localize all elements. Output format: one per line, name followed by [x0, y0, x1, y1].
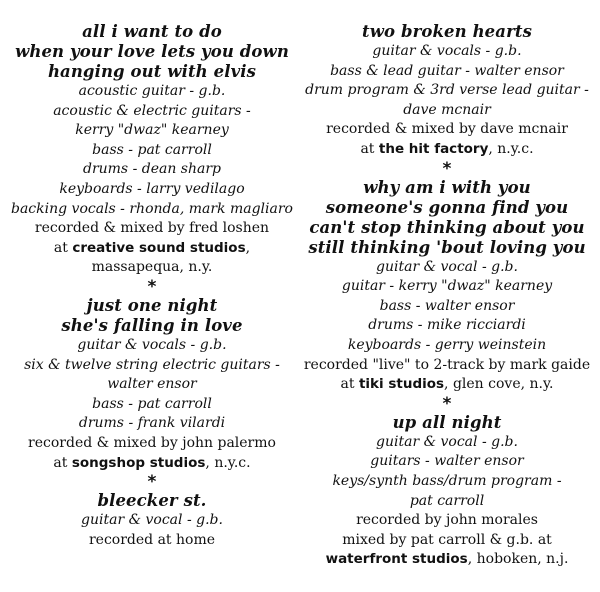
song-title: hanging out with elvis: [47, 62, 257, 81]
studio-suffix: , glen cove, n.y.: [444, 376, 554, 393]
credit-line: guitars - walter ensor: [370, 453, 524, 470]
studio-line: [300, 375, 594, 395]
recorded-line: recorded by john morales: [356, 512, 538, 529]
left-column: [0, 22, 300, 592]
song-title: bleecker st.: [97, 491, 207, 511]
credits-group-just-one-night: [4, 296, 300, 473]
song-title: up all night: [392, 412, 502, 432]
credit-line: keyboards - gerry weinstein: [347, 336, 547, 353]
recorded-line: recorded at home: [88, 531, 216, 548]
studio-suffix: , n.y.c.: [205, 454, 251, 471]
credit-line: bass - pat carroll: [92, 395, 212, 412]
studio-line: [4, 239, 300, 259]
song-title: all i want to do: [82, 22, 222, 41]
credits-group-bleecker-st: [4, 491, 300, 550]
studio-prefix: at: [53, 454, 72, 471]
studio-name: songshop studios: [71, 454, 206, 471]
credits-group-why-am-i-with-you: [300, 178, 594, 395]
credit-line: guitar - kerry "dwaz" kearney: [341, 278, 553, 295]
credit-line: walter ensor: [107, 376, 197, 393]
separator-asterisk: *: [442, 158, 452, 179]
credit-line: guitar & vocals - g.b.: [77, 336, 227, 353]
studio-prefix: at: [340, 376, 359, 393]
credit-line: acoustic & electric guitars -: [53, 102, 251, 119]
mixed-line: mixed by pat carroll & g.b. at: [342, 531, 552, 548]
separator-asterisk: *: [147, 276, 157, 297]
studio-prefix: at: [360, 140, 379, 157]
credit-line: bass - walter ensor: [379, 297, 515, 314]
song-title: why am i with you: [363, 177, 531, 197]
credits-group-two-broken-hearts: [300, 22, 594, 160]
song-title: just one night: [86, 295, 218, 315]
studio-suffix: , hoboken, n.j.: [467, 551, 569, 568]
credit-line: guitar & vocals - g.b.: [372, 43, 522, 59]
song-title: still thinking 'bout loving you: [308, 237, 586, 257]
studio-line: [4, 454, 300, 474]
credit-line: six & twelve string electric guitars -: [24, 356, 280, 373]
right-column: [300, 22, 600, 592]
credit-line: guitar & vocal - g.b.: [376, 433, 518, 450]
studio-line: [300, 550, 594, 570]
credit-line: dave mcnair: [403, 101, 491, 118]
credit-line: acoustic guitar - g.b.: [78, 83, 226, 99]
location-line: massapequa, n.y.: [91, 259, 213, 276]
credit-line: bass & lead guitar - walter ensor: [330, 62, 564, 79]
credit-line: bass - pat carroll: [92, 141, 212, 158]
studio-prefix: at: [53, 239, 73, 256]
studio-line: [300, 140, 594, 160]
credit-line: kerry "dwaz" kearney: [75, 122, 229, 139]
song-title: two broken hearts: [362, 22, 532, 41]
recorded-line: recorded "live" to 2-track by mark gaide: [303, 356, 591, 373]
recorded-line: recorded & mixed by fred loshen: [34, 220, 270, 237]
credit-line: drum program & 3rd verse lead guitar -: [305, 82, 589, 99]
studio-name: tiki studios: [358, 376, 445, 393]
separator-asterisk: *: [147, 472, 157, 493]
studio-name: waterfront studios: [325, 551, 468, 568]
song-title: someone's gonna find you: [325, 197, 569, 217]
credit-line: keyboards - larry vedilago: [59, 180, 245, 197]
studio-suffix: , n.y.c.: [488, 140, 534, 157]
studio-name: the hit factory: [378, 140, 489, 157]
studio-suffix: ,: [245, 239, 251, 256]
recorded-line: recorded & mixed by john palermo: [28, 434, 276, 451]
song-title: can't stop thinking about you: [309, 217, 585, 237]
credit-line: drums - frank vilardi: [78, 415, 226, 432]
song-title: she's falling in love: [61, 315, 243, 335]
credit-line: drums - mike ricciardi: [368, 317, 526, 334]
credit-line: backing vocals - rhonda, mark magliaro: [11, 200, 293, 217]
credit-line: keys/synth bass/drum program -: [332, 472, 562, 489]
credits-group-all-i-want-to-do: [4, 22, 300, 278]
studio-name: creative sound studios: [72, 239, 246, 256]
credit-line: pat carroll: [409, 492, 485, 509]
song-title: when your love lets you down: [15, 42, 289, 61]
separator-asterisk: *: [442, 393, 452, 414]
recorded-line: recorded & mixed by dave mcnair: [326, 121, 568, 138]
credit-line: guitar & vocal - g.b.: [81, 512, 223, 529]
credit-line: drums - dean sharp: [82, 161, 222, 178]
credits-group-up-all-night: [300, 413, 594, 570]
credit-line: guitar & vocal - g.b.: [376, 258, 518, 275]
